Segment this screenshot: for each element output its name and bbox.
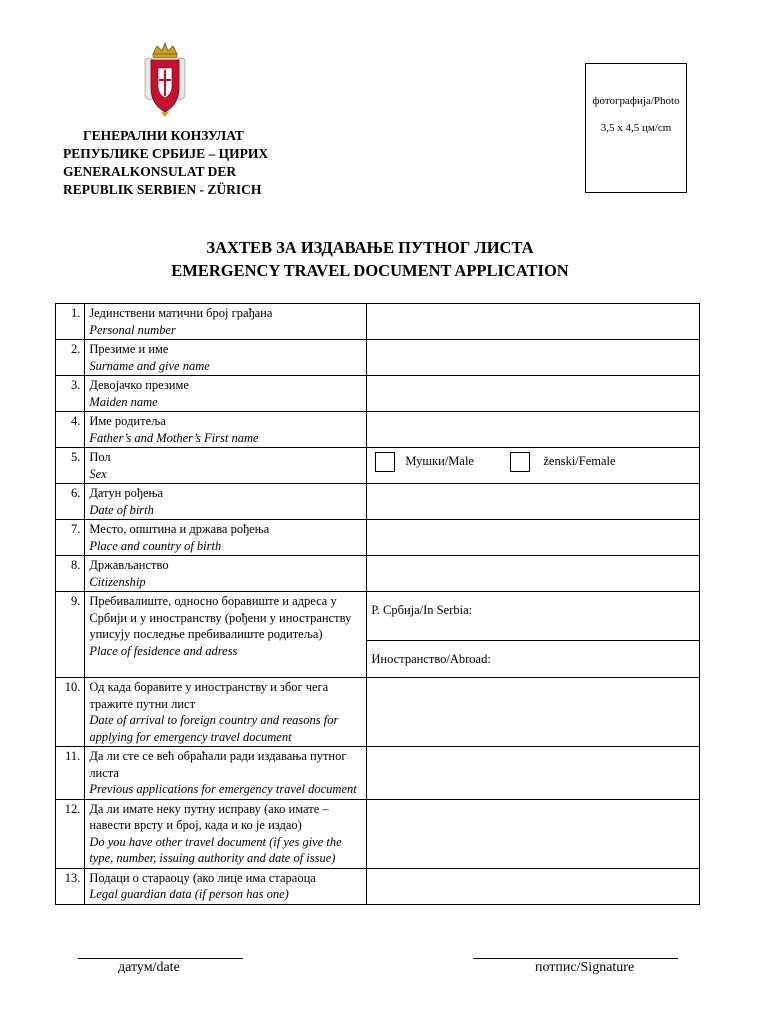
- form-row-2: [56, 340, 700, 376]
- label-en: Date of birth: [89, 502, 154, 517]
- label-en: Maiden name: [89, 394, 158, 409]
- row-number: 2.: [56, 340, 85, 376]
- form-row-7: [56, 520, 700, 556]
- label-sr: Да ли сте се већ обраћали ради издавања путног листа: [89, 749, 347, 780]
- row-label: [85, 868, 367, 904]
- row-label: [85, 304, 367, 340]
- consulate-header: [63, 127, 363, 199]
- legal-guardian-field[interactable]: [367, 868, 700, 904]
- label-en: Personal number: [89, 322, 176, 337]
- label-sr: Пребивалиште, односно боравиште и адреса у Србији и у иностранству (рођени у иностранству уписују последње пребивалиште родитеља): [89, 594, 352, 641]
- female-checkbox[interactable]: [510, 452, 530, 472]
- male-label: Мушки/Male: [405, 454, 474, 468]
- place-of-birth-field[interactable]: [367, 520, 700, 556]
- residence-abroad-label: Иностранство/Abroad:: [371, 652, 491, 666]
- row-number: 11.: [56, 747, 85, 800]
- row-label: [85, 556, 367, 592]
- label-en: Place and country of birth: [89, 538, 222, 553]
- label-sr: Од када боравите у иностранству и због чега тражите путни лист: [89, 680, 329, 711]
- row-number: 3.: [56, 376, 85, 412]
- serbian-coat-of-arms-logo: [143, 40, 187, 118]
- male-checkbox[interactable]: [375, 452, 395, 472]
- label-sr: Место, општина и држава рођења: [89, 522, 270, 536]
- residence-abroad-field[interactable]: [367, 641, 699, 677]
- row-label: [85, 484, 367, 520]
- form-row-3: [56, 376, 700, 412]
- consulate-line-4: REPUBLIK SERBIEN - ZÜRICH: [63, 182, 262, 197]
- personal-number-field[interactable]: [367, 304, 700, 340]
- parents-names-field[interactable]: [367, 412, 700, 448]
- row-number: 4.: [56, 412, 85, 448]
- surname-name-field[interactable]: [367, 340, 700, 376]
- form-row-4: [56, 412, 700, 448]
- row-number: 10.: [56, 678, 85, 747]
- date-of-birth-field[interactable]: [367, 484, 700, 520]
- label-sr: Пол: [89, 450, 111, 464]
- label-sr: Држављанство: [89, 558, 169, 572]
- row-number: 1.: [56, 304, 85, 340]
- row-number: 6.: [56, 484, 85, 520]
- signature-line[interactable]: [473, 958, 678, 959]
- label-en: Citizenship: [89, 574, 146, 589]
- other-travel-document-field[interactable]: [367, 799, 700, 868]
- row-label: [85, 520, 367, 556]
- row-label: [85, 340, 367, 376]
- label-sr: Да ли имате неку путну исправу (ако имате – навести врсту и број, када и ко је издао): [89, 801, 329, 832]
- form-row-1: [56, 304, 700, 340]
- row-label: [85, 592, 367, 678]
- title-en: EMERGENCY TRAVEL DOCUMENT APPLICATION: [171, 261, 569, 280]
- row-label: [85, 448, 367, 484]
- consulate-line-2: РЕПУБЛИКЕ СРБИЈЕ – ЦИРИХ: [63, 146, 269, 161]
- title-sr: ЗАХТЕВ ЗА ИЗДАВАЊЕ ПУТНОГ ЛИСТА: [206, 238, 534, 257]
- sex-field: [367, 448, 700, 484]
- row-label: [85, 799, 367, 868]
- label-sr: Презиме и име: [89, 342, 169, 356]
- document-title: [0, 236, 740, 282]
- row-number: 12.: [56, 799, 85, 868]
- consulate-line-3: GENERALKONSULAT DER: [63, 164, 237, 179]
- row-number: 5.: [56, 448, 85, 484]
- row-number: 9.: [56, 592, 85, 678]
- label-en: Surname and give name: [89, 358, 210, 373]
- female-label: ženski/Female: [543, 454, 616, 468]
- form-row-6: [56, 484, 700, 520]
- label-en: Do you have other travel document (if yes give the type, number, issuing authority and date of issue): [89, 834, 342, 865]
- label-en: Place of fesidence and adress: [89, 643, 238, 658]
- label-sr: Датун рођења: [89, 486, 164, 500]
- label-en: Sex: [89, 466, 107, 481]
- form-row-5: [56, 448, 700, 484]
- row-number: 13.: [56, 868, 85, 904]
- row-number: 7.: [56, 520, 85, 556]
- photo-size: 3,5 x 4,5 цм/cm: [600, 122, 672, 134]
- residence-serbia-field[interactable]: [367, 592, 699, 641]
- row-label: [85, 412, 367, 448]
- label-sr: Девојачко презиме: [89, 378, 189, 392]
- row-number: 8.: [56, 556, 85, 592]
- signature-label: потпис/Signature: [535, 960, 635, 975]
- form-row-8: [56, 556, 700, 592]
- residence-field: [367, 592, 700, 678]
- label-sr: Име родитеља: [89, 414, 166, 428]
- label-en: Legal guardian data (if person has one): [89, 887, 289, 901]
- label-en: Previous applications for emergency travel document: [89, 782, 357, 796]
- citizenship-field[interactable]: [367, 556, 700, 592]
- maiden-name-field[interactable]: [367, 376, 700, 412]
- form-row-10: [56, 678, 700, 747]
- form-row-11: [56, 747, 700, 800]
- row-label: [85, 376, 367, 412]
- residence-serbia-label: Р. Србија/In Serbia:: [371, 603, 473, 617]
- arrival-reason-field[interactable]: [367, 678, 700, 747]
- photo-label: фотографија/Photo: [592, 95, 680, 107]
- row-label: [85, 747, 367, 800]
- photo-box[interactable]: [585, 63, 687, 193]
- form-row-9: [56, 592, 700, 678]
- label-en: Father’s and Mother’s First name: [89, 430, 259, 445]
- date-label: датум/date: [118, 960, 180, 975]
- form-row-13: [56, 868, 700, 904]
- application-form-table: [55, 303, 700, 905]
- label-sr: Јединствени матични број грађана: [89, 306, 273, 320]
- form-row-12: [56, 799, 700, 868]
- previous-applications-field[interactable]: [367, 747, 700, 800]
- date-line[interactable]: [78, 958, 243, 959]
- label-sr: Подаци о стараоцу (ако лице има стараоца: [89, 870, 316, 885]
- consulate-line-1: ГЕНЕРАЛНИ КОНЗУЛАТ: [83, 128, 244, 143]
- row-label: [85, 678, 367, 747]
- label-en: Date of arrival to foreign country and reasons for applying for emergency travel document: [89, 713, 339, 744]
